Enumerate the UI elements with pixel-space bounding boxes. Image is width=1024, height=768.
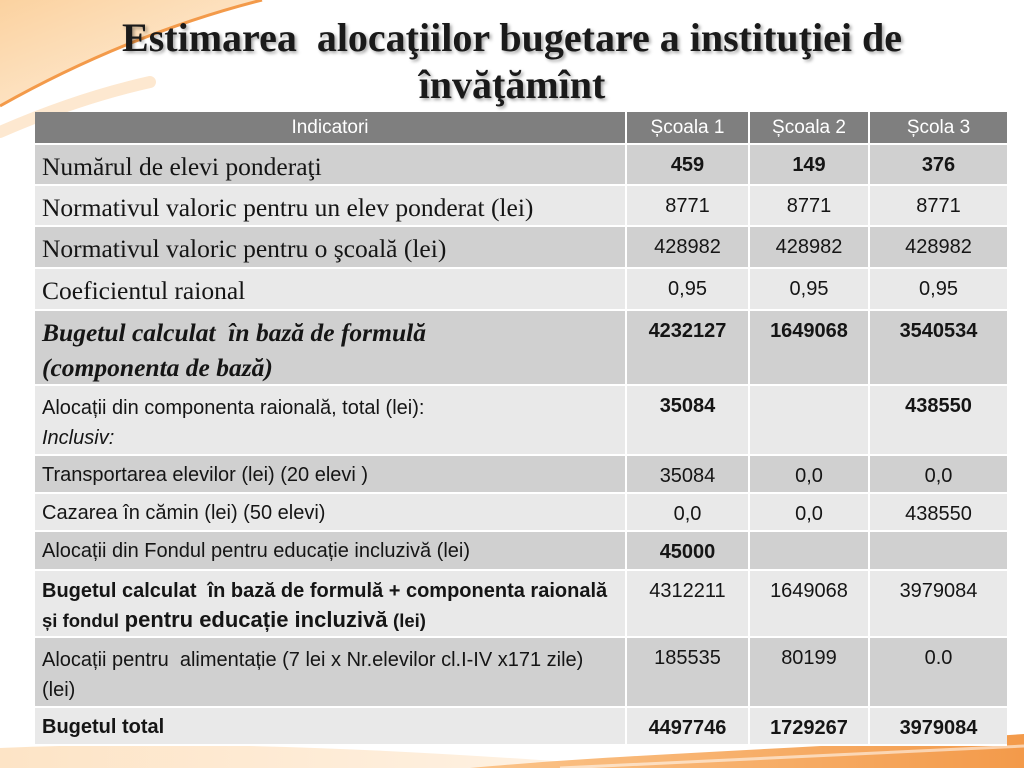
school-2-value: 80199 [750,638,870,708]
school-2-value: 1729267 [750,708,870,746]
school-1-value: 45000 [627,532,750,571]
budget-table [35,112,1007,746]
school-2-value: 0,95 [750,269,870,311]
school-3-value: 0,95 [870,269,1007,311]
row-label-line [42,606,625,636]
school-3-value: 0.0 [870,638,1007,708]
row-label [35,311,627,386]
row-label: Numărul de elevi ponderaţi [35,145,627,186]
header-school-2: Școala 2 [750,112,870,145]
school-1-value: 459 [627,145,750,186]
school-2-value [750,386,870,456]
school-1-value: 4497746 [627,708,750,746]
school-1-value: 35084 [627,386,750,456]
row-label: Alocații din Fondul pentru educație incluzivă (lei) [35,532,627,571]
row-label-part: și fondul [42,610,120,631]
row-label: Coeficientul raional [35,269,627,311]
header-school-3: Școla 3 [870,112,1007,145]
slide-title-line: învăţămînt [418,62,606,107]
school-3-value: 8771 [870,186,1007,227]
school-2-value: 149 [750,145,870,186]
school-2-value: 1649068 [750,571,870,638]
row-label-line: (componenta de bază) [42,353,273,382]
header-school-1: Școala 1 [627,112,750,145]
row-label [35,386,627,456]
row-label: Normativul valoric pentru o şcoală (lei) [35,227,627,269]
school-2-value: 0,0 [750,456,870,494]
school-3-value: 0,0 [870,456,1007,494]
school-2-value: 0,0 [750,494,870,532]
slide-title-line: Estimarea alocaţiilor bugetare a instituţiei de [122,15,902,60]
row-label-line: (lei) [42,679,76,701]
header-indicatori: Indicatori [35,112,627,145]
school-3-value: 438550 [870,494,1007,532]
school-2-value [750,532,870,571]
row-label-line: Alocații din componenta raională, total (lei): [42,397,425,419]
school-3-value [870,532,1007,571]
school-3-value: 3979084 [870,708,1007,746]
row-label-part: pentru educație incluzivă [124,607,388,632]
row-label [35,638,627,708]
school-1-value: 35084 [627,456,750,494]
school-2-value: 8771 [750,186,870,227]
row-label [35,571,627,638]
school-3-value: 3540534 [870,311,1007,386]
row-label: Cazarea în cămin (lei) (50 elevi) [35,494,627,532]
school-2-value: 428982 [750,227,870,269]
school-1-value: 428982 [627,227,750,269]
school-1-value: 0,0 [627,494,750,532]
school-1-value: 185535 [627,638,750,708]
row-label-line: Inclusiv: [42,427,115,449]
school-1-value: 4312211 [627,571,750,638]
row-label-line: Bugetul calculat în bază de formulă + componenta raională [42,580,608,602]
row-label: Transportarea elevilor (lei) (20 elevi ) [35,456,627,494]
school-1-value: 8771 [627,186,750,227]
school-1-value: 4232127 [627,311,750,386]
row-label-line: Bugetul calculat în bază de formulă [42,318,426,347]
school-2-value: 1649068 [750,311,870,386]
school-3-value: 438550 [870,386,1007,456]
school-1-value: 0,95 [627,269,750,311]
row-label-part: (lei) [393,610,426,631]
slide-title [0,14,1024,108]
school-3-value: 376 [870,145,1007,186]
school-3-value: 428982 [870,227,1007,269]
row-label: Bugetul total [35,708,627,746]
row-label: Normativul valoric pentru un elev ponderat (lei) [35,186,627,227]
row-label-line: Alocații pentru alimentație (7 lei x Nr.elevilor cl.I-IV x171 zile) [42,649,584,671]
school-3-value: 3979084 [870,571,1007,638]
